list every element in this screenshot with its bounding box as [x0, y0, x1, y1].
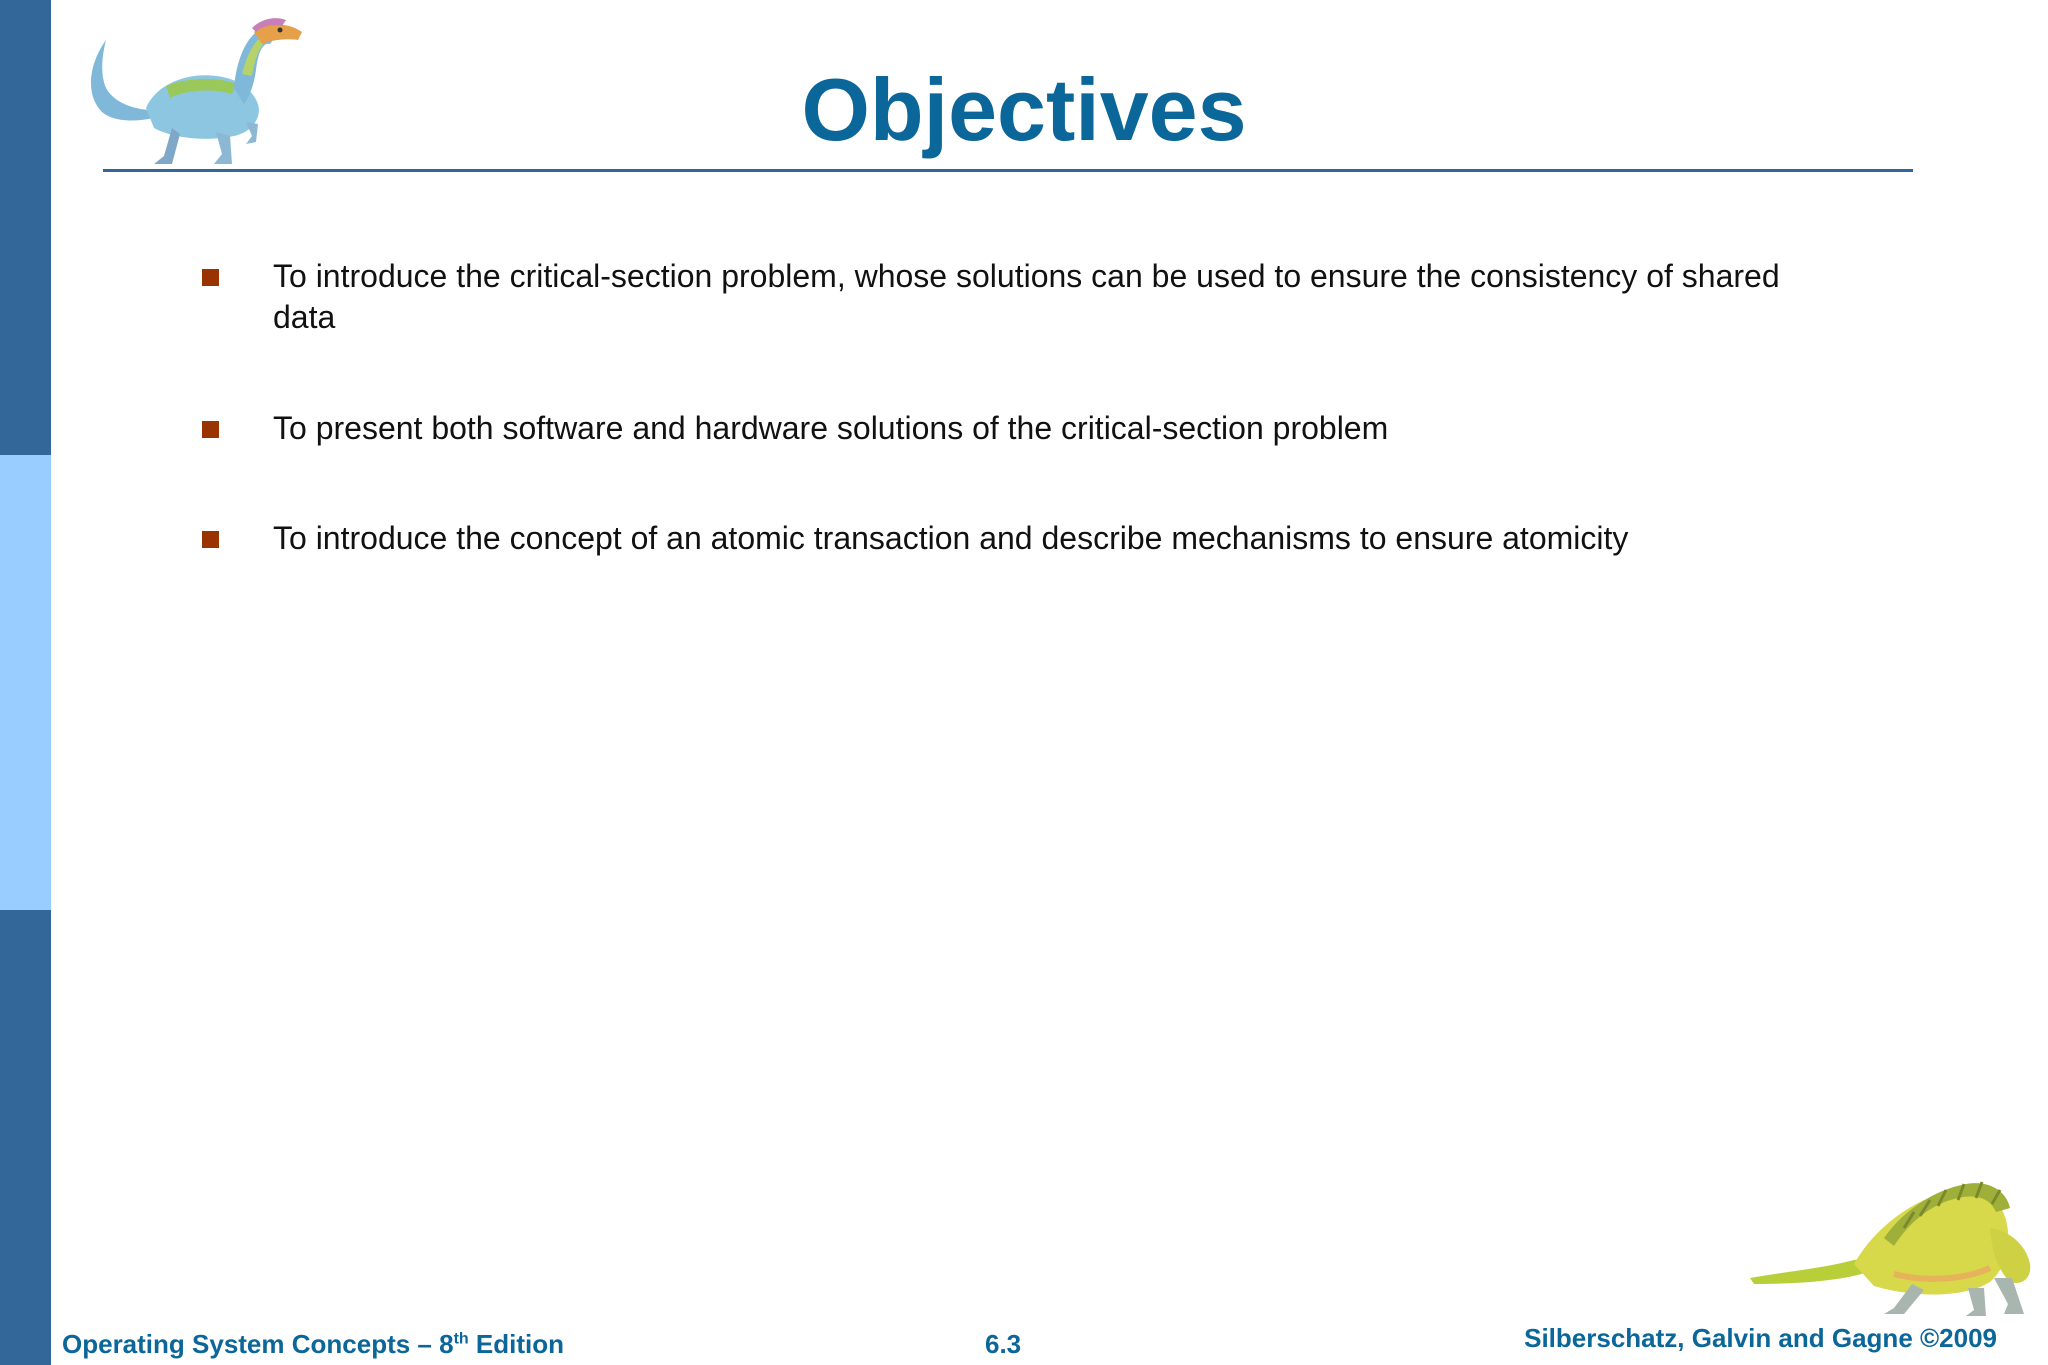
footer-authors: Silberschatz, Galvin and Gagne ©2009: [1524, 1323, 1997, 1353]
square-bullet-icon: [202, 531, 219, 548]
slide-title: Objectives: [801, 60, 1247, 159]
square-bullet-icon: [202, 269, 219, 286]
slide-number: 6.3: [985, 1329, 1022, 1359]
left-accent-bar-highlight: [0, 455, 51, 910]
list-item: [200, 256, 1820, 338]
list-item-text: To present both software and hardware solutions of the critical-section problem: [273, 410, 1389, 446]
list-item: [200, 518, 1820, 559]
dinosaur-icon: [1744, 1168, 2034, 1318]
square-bullet-icon: [202, 421, 219, 438]
list-item-text: To introduce the critical-section problem, whose solutions can be used to ensure the consistency of shared data: [273, 258, 1780, 335]
footer-book-title: [62, 1329, 564, 1360]
list-item: [200, 408, 1820, 449]
footer-edition-superscript: th: [453, 1330, 469, 1348]
objectives-list: [200, 256, 1820, 559]
title-divider: [103, 169, 1913, 172]
list-item-text: To introduce the concept of an atomic transaction and describe mechanisms to ensure atomicity: [273, 520, 1629, 556]
footer-book-title-prefix: Operating System Concepts – 8: [62, 1329, 454, 1359]
footer-edition-suffix: Edition: [468, 1329, 564, 1359]
